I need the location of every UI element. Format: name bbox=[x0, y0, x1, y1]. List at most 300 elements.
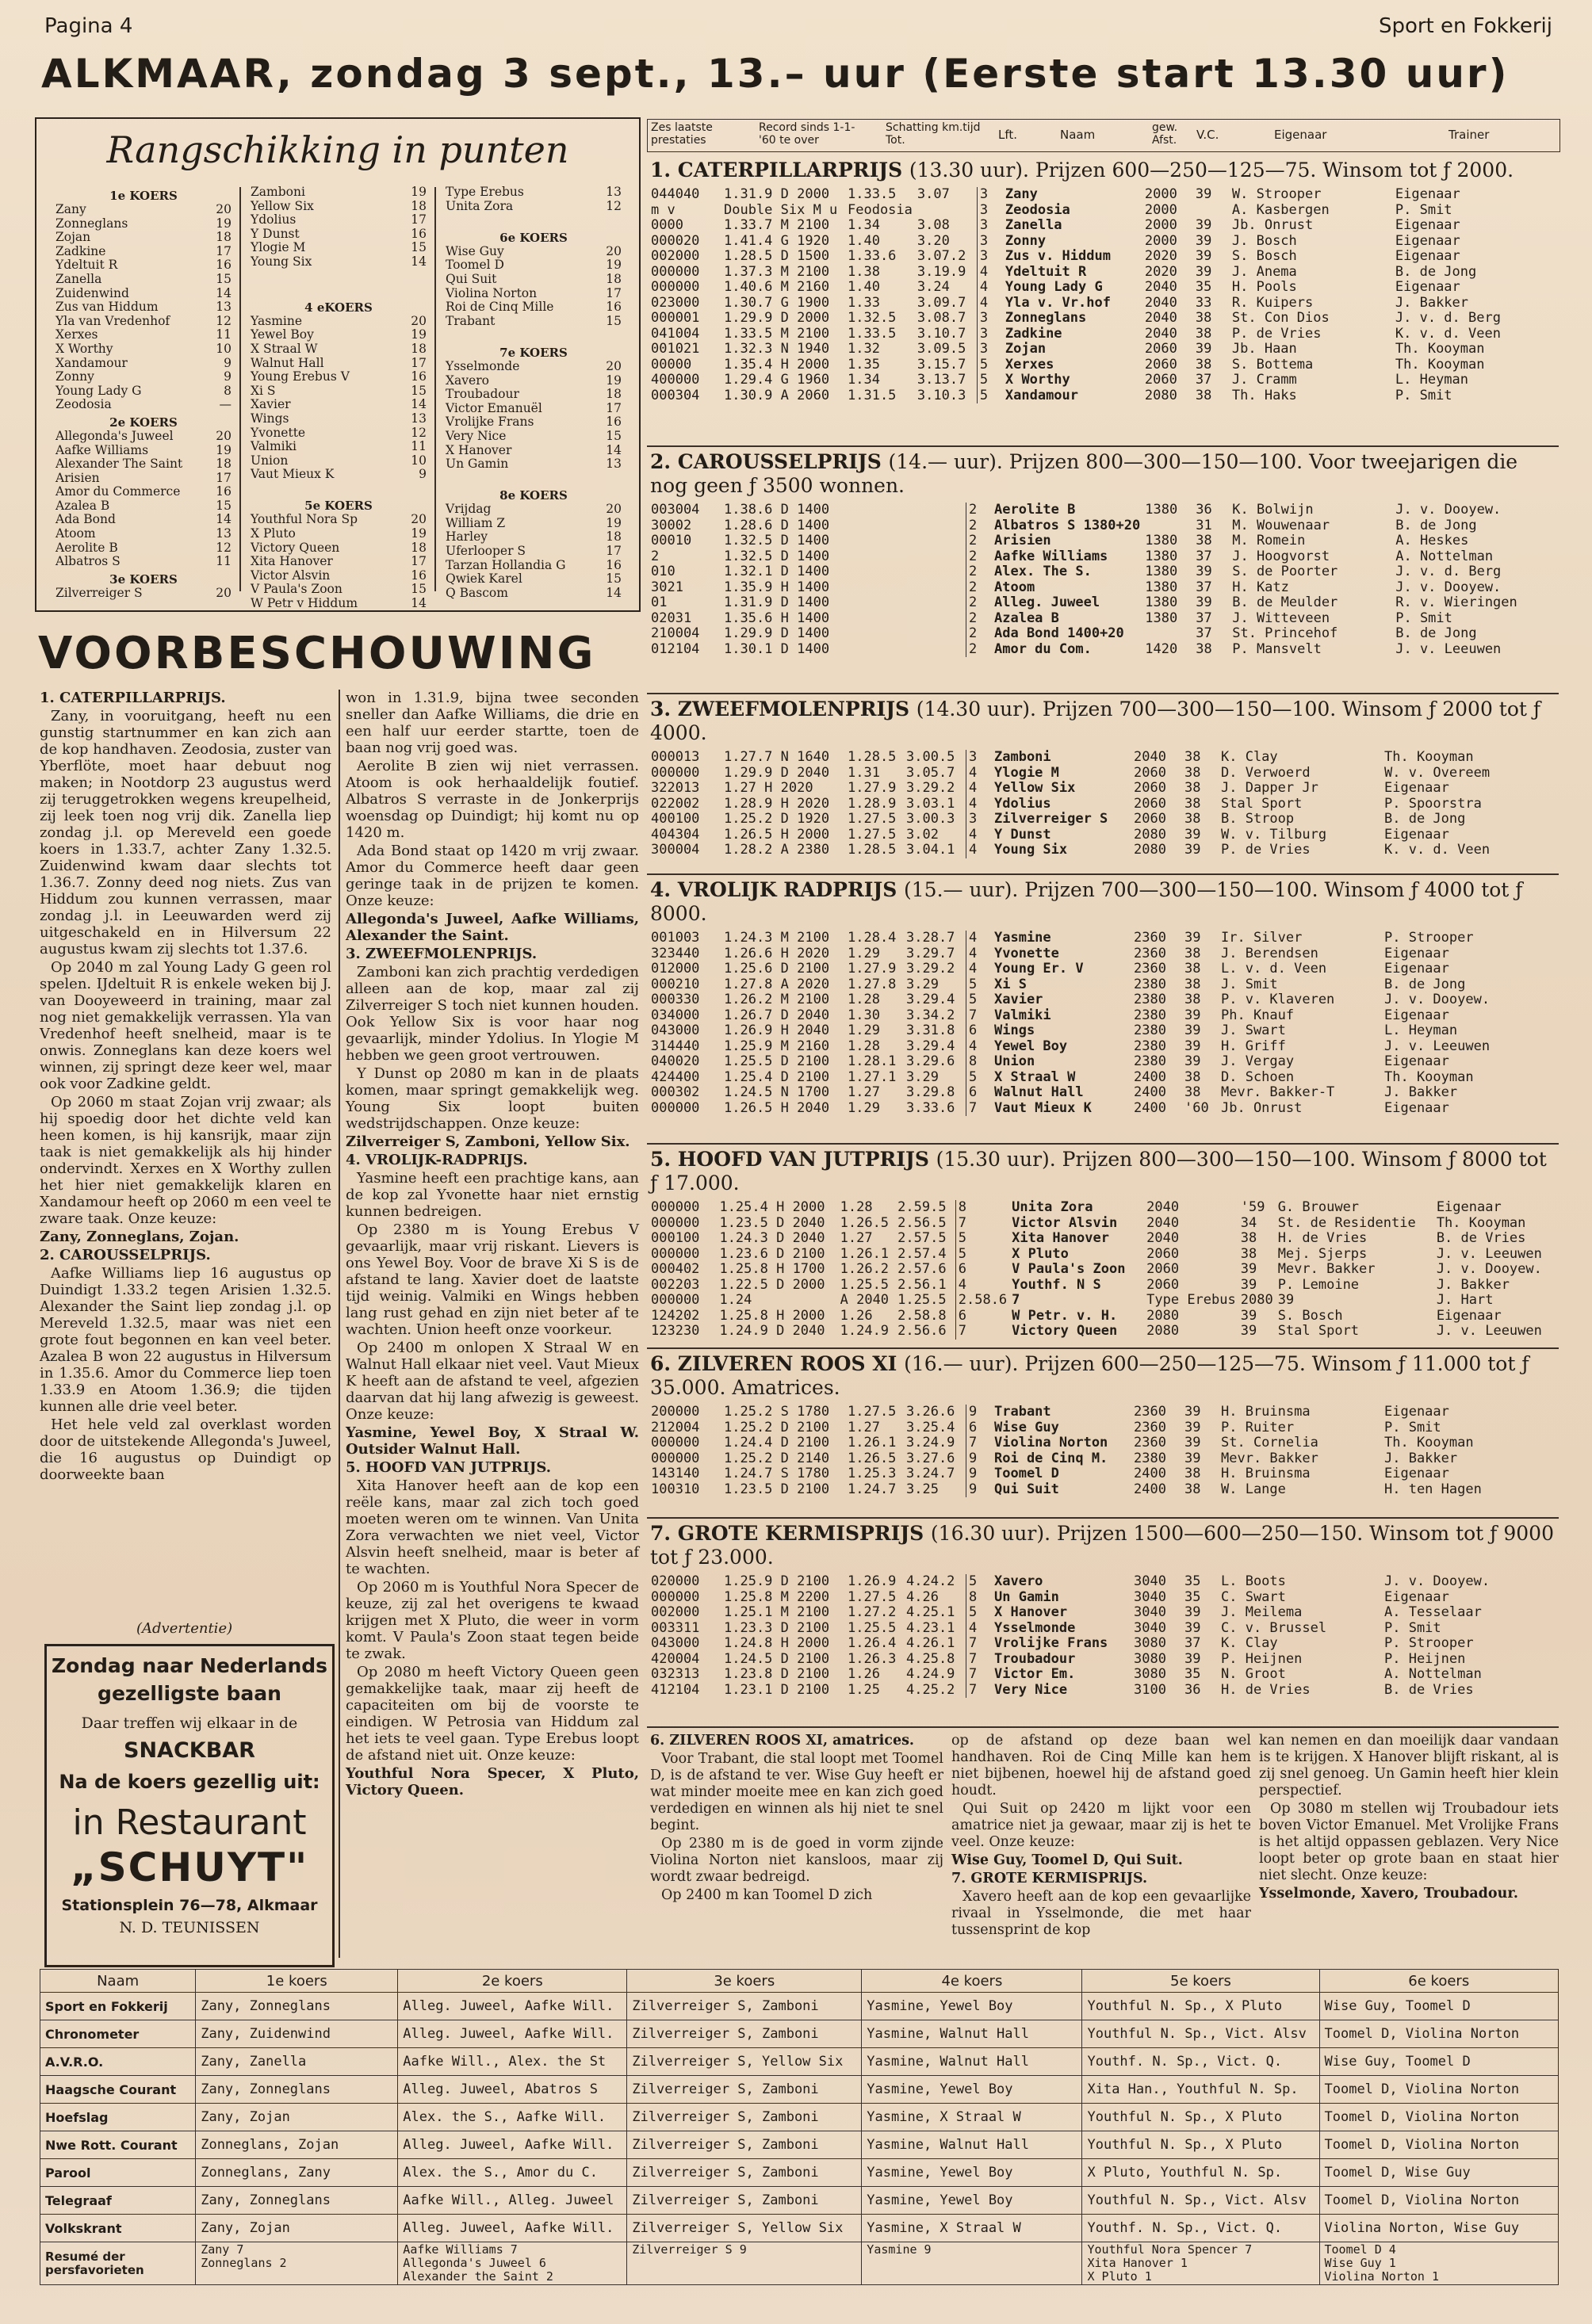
horse-name-cell: Arisien bbox=[994, 533, 1051, 549]
eigenaar-cell: Mevr. Bakker-T bbox=[1221, 1084, 1335, 1100]
record-cell: 1.38.6 D 1400 bbox=[724, 502, 830, 518]
leeftijd-cell: 3 bbox=[977, 234, 1003, 250]
record-cell: 1.25.2 S 1780 bbox=[724, 1404, 830, 1420]
prestaties-cell: 002203 bbox=[651, 1276, 700, 1293]
prestaties-cell: 000000 bbox=[651, 263, 700, 280]
horse-name-cell: Yla v. Vr.hof bbox=[1005, 294, 1111, 311]
ranking-horse: Wise Guy bbox=[446, 243, 504, 258]
schatting-cell: 1.33.5 bbox=[848, 186, 897, 202]
ad-line-8: Stationsplein 76—78, Alkmaar bbox=[61, 1897, 318, 1914]
schatting-cell: 1.27.9 bbox=[848, 961, 897, 977]
vc-cell: 37 bbox=[1184, 1635, 1201, 1651]
record-cell: Double Six M u bbox=[724, 201, 838, 218]
vc-cell: 39 bbox=[1184, 1022, 1201, 1038]
trainer-cell: Th. Kooyman bbox=[1395, 356, 1485, 373]
trainer-cell: Eigenaar bbox=[1384, 1404, 1449, 1420]
prediction-cell: Wise Guy, Toomel D bbox=[1319, 2048, 1559, 2076]
afstand-cell: 1380 bbox=[1145, 610, 1178, 626]
schatting-cell: 1.24.9 bbox=[840, 1323, 890, 1339]
th-vc: V.C. bbox=[1196, 128, 1219, 142]
afstand-cell: 2080 bbox=[1146, 1307, 1180, 1324]
preview-paragraph: Ada Bond staat op 1420 m vrij zwaar. Amor du Commerce heeft daar geen geringe taak in de prijzen te komen. Onze keuze: bbox=[346, 843, 639, 909]
race-row bbox=[649, 1200, 1592, 1216]
preview-choice: Youthful Nora Specer, X Pluto, Victory Queen. bbox=[346, 1765, 639, 1798]
ranking-horse: Young Six bbox=[251, 254, 312, 269]
trainer-cell: J. v. Leeuwen bbox=[1395, 640, 1502, 657]
trainer-cell: J. v. Leeuwen bbox=[1384, 1038, 1491, 1054]
ranking-row bbox=[55, 384, 232, 399]
eigenaar-cell: K. Clay bbox=[1221, 749, 1278, 765]
schatting-cell: 1.31 bbox=[848, 764, 880, 781]
trainer-cell: Th. Kooyman bbox=[1384, 1068, 1474, 1085]
schatting-cell bbox=[845, 642, 904, 658]
prediction-cell: Aafke Will., Alex. the St bbox=[398, 2048, 627, 2076]
prestaties-cell: 043000 bbox=[651, 1635, 700, 1651]
record-cell: 1.41.4 G 1920 bbox=[724, 232, 830, 249]
preview-paragraph: Xita Hanover heeft aan de kop een reële kans, maar zal zich toch goed moeten weren om te winnen. Van Unita Zora verwachten we niet veel, Victor Alsvin heeft snelheid, maar is beter af te wachten. bbox=[346, 1477, 639, 1577]
record-cell: 1.25.9 D 2100 bbox=[724, 1573, 830, 1589]
schatting-cell: 1.26.1 bbox=[848, 1435, 897, 1451]
ranking-box bbox=[35, 117, 641, 612]
trainer-cell: J. Bakker bbox=[1436, 1276, 1510, 1293]
vc-cell: 38 bbox=[1195, 310, 1212, 326]
ranking-horse: Zany bbox=[55, 202, 86, 216]
record-cell: 1.24.5 N 1700 bbox=[724, 1084, 830, 1100]
ranking-row bbox=[55, 444, 232, 458]
afstand-cell: 2360 bbox=[1134, 961, 1166, 977]
ranking-horse: Ada Bond bbox=[55, 512, 116, 527]
prediction-cell: Wise Guy, Toomel D bbox=[1319, 1993, 1559, 2020]
trainer-cell: L. Heyman bbox=[1395, 372, 1469, 388]
totaal-cell: 2.56.1 bbox=[897, 1276, 947, 1293]
totaal-cell bbox=[904, 580, 966, 596]
summary-entry: Toomel D 4 bbox=[1324, 2242, 1396, 2257]
race-row bbox=[649, 1278, 1592, 1294]
ranking-horse: Aerolite B bbox=[55, 540, 118, 555]
vc-cell: 37 bbox=[1196, 579, 1212, 595]
newspaper-name: Nwe Rott. Courant bbox=[40, 2131, 196, 2159]
summary-entry: Wise Guy 1 bbox=[1324, 2256, 1396, 2270]
trainer-cell: Eigenaar bbox=[1384, 826, 1449, 843]
prestaties-cell: 023000 bbox=[651, 294, 700, 311]
eigenaar-cell: J. Witteveen bbox=[1232, 610, 1330, 626]
preview-column-1 bbox=[40, 690, 331, 1485]
race-table bbox=[649, 931, 1554, 1116]
race-row bbox=[649, 1636, 1553, 1652]
prediction-cell: Yasmine, Walnut Hall bbox=[862, 2020, 1082, 2048]
race-table bbox=[649, 750, 1554, 858]
leeftijd-cell: 4 bbox=[977, 265, 1003, 281]
leeftijd-cell: 8 bbox=[966, 1590, 993, 1606]
preview-paragraph: Op 2400 m onlopen X Straal W en Walnut Hall elkaar niet veel. Vaut Mieux K heeft aan de afstand te veel, afgezien daarvan dat hij lang afwezig is geweest. Onze keuze: bbox=[346, 1340, 639, 1423]
ranking-row bbox=[251, 454, 427, 468]
horse-name-cell: W Petr. v. H. bbox=[1012, 1307, 1118, 1324]
ranking-horse: Zanella bbox=[55, 271, 102, 286]
eigenaar-cell: J. Swart bbox=[1221, 1022, 1286, 1038]
record-cell: 1.24.9 D 2040 bbox=[719, 1323, 825, 1339]
horse-name-cell: Alex. The S. bbox=[994, 564, 1092, 579]
preview-title: VOORBESCHOUWING bbox=[38, 628, 596, 679]
preview-paragraph: Op 2380 m is Young Erebus V gevaarlijk, maar vrij riskant. Lievers is ons Yewel Boy. Voor de brave Xi S is de afstand te lang. Xavier doet de laatste tijd weinig. Valmiki en Wings hebben lang rust gehad en zijn niet beter af te wachten. Union heeft onze voorkeur. bbox=[346, 1221, 639, 1338]
schatting-cell: 1.24.7 bbox=[848, 1481, 897, 1497]
publication-name: Sport en Fokkerij bbox=[1378, 14, 1552, 38]
eigenaar-cell: C. Swart bbox=[1221, 1588, 1286, 1605]
vc-cell: 38 bbox=[1184, 780, 1201, 796]
schatting-cell bbox=[845, 580, 904, 596]
race-divider bbox=[647, 1347, 1559, 1349]
schatting-cell bbox=[845, 611, 904, 627]
eigenaar-cell: B. Stroop bbox=[1221, 811, 1295, 827]
afstand-cell: 2040 bbox=[1144, 294, 1177, 311]
leeftijd-cell: 5 bbox=[955, 1231, 1009, 1247]
record-cell: 1.29.9 D 1400 bbox=[724, 625, 830, 641]
prestaties-cell: 040020 bbox=[651, 1053, 700, 1069]
schatting-cell bbox=[845, 626, 904, 642]
prediction-cell: Toomel D, Violina Norton bbox=[1319, 2076, 1559, 2104]
leeftijd-cell: 6 bbox=[966, 1085, 993, 1101]
leeftijd-cell: 4 bbox=[977, 280, 1003, 296]
eigenaar-cell: J. Dapper Jr bbox=[1221, 780, 1318, 796]
trainer-cell: A. Heskes bbox=[1395, 533, 1469, 549]
summary-cell bbox=[1319, 2242, 1559, 2285]
eigenaar-cell: M. Romein bbox=[1232, 533, 1306, 549]
preview-paragraph: Op 2400 m kan Toomel D zich bbox=[661, 1887, 873, 1903]
ranking-points: 19 bbox=[411, 185, 427, 199]
ranking-row bbox=[55, 457, 232, 472]
schatting-cell: 1.32.5 bbox=[848, 310, 897, 326]
record-cell: 1.25.4 H 2000 bbox=[719, 1199, 825, 1215]
leeftijd-cell: 5 bbox=[966, 977, 993, 993]
ranking-points: 16 bbox=[411, 568, 427, 583]
race-row bbox=[649, 327, 1564, 342]
record-cell: 1.30.9 A 2060 bbox=[724, 387, 830, 403]
horse-name-cell: Trabant bbox=[994, 1404, 1051, 1420]
race-row bbox=[649, 992, 1553, 1008]
leeftijd-cell: 3 bbox=[977, 311, 1003, 327]
race-row bbox=[649, 1039, 1553, 1055]
horse-name-cell: Zamboni bbox=[994, 749, 1051, 765]
race-row bbox=[649, 187, 1564, 203]
ranking-row bbox=[446, 517, 622, 531]
schatting-cell: 1.26.3 bbox=[848, 1650, 897, 1667]
ranking-row bbox=[55, 217, 232, 231]
ranking-points: 20 bbox=[411, 512, 427, 527]
summary-entry: Xita Hanover 1 bbox=[1087, 2256, 1188, 2270]
trainer-cell: Eigenaar bbox=[1395, 232, 1460, 249]
race-row bbox=[649, 766, 1553, 782]
ranking-horse: Roi de Cinq Mille bbox=[446, 300, 554, 315]
prestaties-cell: 000000 bbox=[651, 279, 700, 295]
ranking-row bbox=[55, 499, 232, 514]
leeftijd-cell: 9 bbox=[966, 1482, 993, 1498]
trainer-cell: J. v. Dooyew. bbox=[1395, 502, 1502, 518]
horse-name-cell: Victor Alsvin bbox=[1012, 1214, 1118, 1231]
ranking-points: 18 bbox=[216, 230, 232, 245]
ranking-points: 15 bbox=[606, 428, 622, 443]
race-table bbox=[649, 503, 1565, 657]
ranking-points: 16 bbox=[606, 415, 622, 430]
trainer-cell: Eigenaar bbox=[1395, 186, 1460, 202]
race-row bbox=[649, 280, 1564, 296]
totaal-cell: 3.24.9 bbox=[906, 1435, 955, 1451]
prediction-cell: Youthf. N. Sp., Vict. Q. bbox=[1082, 2215, 1319, 2242]
prestaties-cell: 000304 bbox=[651, 387, 700, 403]
ranking-horse: Amor du Commerce bbox=[55, 484, 181, 499]
ranking-row bbox=[251, 426, 427, 441]
horse-name-cell: Albatros S 1380+20 bbox=[994, 517, 1141, 533]
vc-cell: 39 bbox=[1195, 186, 1212, 202]
vc-cell: 37 bbox=[1196, 625, 1212, 641]
race-row bbox=[649, 580, 1564, 596]
vc-cell: 34 bbox=[1240, 1214, 1257, 1231]
prediction-cell: Zany, Zonneglans bbox=[196, 2076, 398, 2104]
schatting-cell: 1.28.4 bbox=[848, 930, 897, 946]
trainer-cell: J. v. Leeuwen bbox=[1436, 1323, 1542, 1339]
ranking-column bbox=[251, 185, 427, 611]
trainer-cell: P. Spoorstra bbox=[1384, 795, 1482, 812]
ranking-horse: Ylogie M bbox=[251, 240, 306, 255]
totaal-cell bbox=[904, 564, 966, 580]
eigenaar-cell: St. Cornelia bbox=[1221, 1435, 1318, 1451]
ranking-points: 13 bbox=[216, 526, 232, 541]
race-row bbox=[649, 843, 1553, 858]
totaal-cell: 3.29.8 bbox=[906, 1084, 955, 1100]
ranking-row bbox=[446, 444, 622, 458]
race-name: 7. GROTE KERMISPRIJS bbox=[650, 1522, 931, 1545]
leeftijd-cell: 4 bbox=[966, 931, 993, 946]
ranking-points: 13 bbox=[606, 185, 622, 199]
race-divider bbox=[647, 873, 1559, 875]
totaal-cell: 3.10.7 bbox=[917, 325, 966, 342]
ranking-horse: Aafke Williams bbox=[55, 442, 149, 457]
race-row bbox=[649, 750, 1553, 766]
schatting-cell: 1.33.6 bbox=[848, 248, 897, 264]
horse-name-cell: Unita Zora bbox=[1012, 1199, 1093, 1215]
horse-name-cell: X Pluto bbox=[1012, 1245, 1069, 1262]
vc-cell: 37 bbox=[1195, 372, 1212, 388]
eigenaar-cell: J. Vergay bbox=[1221, 1053, 1295, 1069]
newspaper-name: Hoefslag bbox=[40, 2104, 196, 2131]
totaal-cell: 2.56.6 bbox=[897, 1323, 947, 1339]
race-heading bbox=[650, 698, 1559, 745]
totaal-cell: 3.28.7 bbox=[906, 930, 955, 946]
afstand-cell bbox=[1142, 518, 1193, 534]
schatting-cell: 1.27 bbox=[840, 1230, 873, 1246]
prestaties-cell: 123230 bbox=[651, 1323, 700, 1339]
vc-cell: 38 bbox=[1184, 764, 1201, 781]
schatting-cell bbox=[845, 549, 904, 565]
record-cell: 1.29.9 D 2040 bbox=[724, 764, 830, 781]
leeftijd-cell: 3 bbox=[977, 327, 1003, 342]
afstand-cell: 2000 bbox=[1144, 186, 1177, 202]
eigenaar-cell: G. Brouwer bbox=[1277, 1199, 1360, 1215]
horse-name-cell: Aerolite B bbox=[994, 502, 1076, 518]
trainer-cell: J. Bakker bbox=[1395, 294, 1469, 311]
vc-cell: 37 bbox=[1196, 610, 1212, 626]
newspaper-name: Haagsche Courant bbox=[40, 2076, 196, 2104]
record-cell: 1.32.5 D 1400 bbox=[724, 548, 830, 564]
vc-cell: 39 bbox=[1184, 826, 1201, 843]
prestaties-cell: 124202 bbox=[651, 1307, 700, 1324]
vc-cell: 38 bbox=[1195, 356, 1212, 373]
totaal-cell: 3.33.6 bbox=[906, 1099, 955, 1116]
ranking-horse: Yasmine bbox=[251, 313, 303, 328]
horse-name-cell: Union bbox=[994, 1053, 1035, 1069]
ranking-row bbox=[446, 545, 622, 559]
schatting-cell: 1.25.5 bbox=[840, 1276, 890, 1293]
column-divider bbox=[339, 690, 340, 1958]
schatting-cell: 1.29 bbox=[848, 1022, 880, 1038]
prediction-cell: Zilverreiger S, Yellow Six bbox=[627, 2215, 862, 2242]
prestaties-cell: 000020 bbox=[651, 232, 700, 249]
ranking-row bbox=[55, 203, 232, 217]
horse-name-cell: Yvonette bbox=[994, 945, 1059, 961]
schatting-cell: 1.33 bbox=[848, 294, 880, 311]
eigenaar-cell: J. Cramm bbox=[1231, 372, 1297, 388]
ranking-row bbox=[446, 402, 622, 416]
trainer-cell: Eigenaar bbox=[1384, 1007, 1449, 1023]
prestaties-cell: 424400 bbox=[651, 1068, 700, 1085]
prestaties-cell: 0000 bbox=[651, 217, 683, 233]
prestaties-cell: 400000 bbox=[651, 372, 700, 388]
race-row bbox=[649, 564, 1564, 580]
vc-cell: 38 bbox=[1240, 1230, 1257, 1246]
prestaties-cell: 003004 bbox=[651, 502, 700, 518]
horse-name-cell: Troubadour bbox=[994, 1650, 1076, 1667]
vc-cell: 38 bbox=[1184, 811, 1201, 827]
vc-cell: 39 bbox=[1195, 232, 1212, 249]
schatting-cell bbox=[845, 518, 904, 534]
horse-name-cell: Vaut Mieux K bbox=[994, 1099, 1092, 1116]
summary-entry: Zilverreiger S 9 bbox=[632, 2242, 747, 2257]
ranking-race-heading: 8e KOERS bbox=[499, 488, 568, 503]
vc-cell: 36 bbox=[1196, 502, 1212, 518]
ranking-row bbox=[55, 398, 232, 412]
schatting-cell: A 2040 bbox=[840, 1292, 890, 1308]
ranking-horse: Trabant bbox=[446, 313, 496, 328]
prediction-cell: Zany, Zojan bbox=[196, 2104, 398, 2131]
prestaties-cell: 001003 bbox=[651, 930, 700, 946]
predictions-header-cell: 6e koers bbox=[1319, 1970, 1559, 1993]
ranking-points: 9 bbox=[224, 355, 232, 370]
ranking-horse: Zadkine bbox=[55, 243, 106, 258]
ranking-horse: Troubadour bbox=[446, 387, 519, 402]
horse-name-cell: Yewel Boy bbox=[994, 1038, 1068, 1054]
horse-name-cell: Xi S bbox=[994, 976, 1027, 992]
totaal-cell: 3.03.1 bbox=[906, 795, 955, 812]
prestaties-cell: 012000 bbox=[651, 961, 700, 977]
ranking-row bbox=[251, 513, 427, 527]
race-heading bbox=[650, 450, 1559, 498]
record-cell: 1.31.9 D 2000 bbox=[724, 186, 830, 202]
prestaties-cell: 314440 bbox=[651, 1038, 700, 1054]
totaal-cell: 3.19.9 bbox=[917, 263, 966, 280]
schatting-cell: 1.27.5 bbox=[848, 1404, 897, 1420]
ranking-points: 20 bbox=[606, 502, 622, 517]
leeftijd-cell: 3 bbox=[977, 249, 1003, 265]
prediction-cell: Violina Norton, Wise Guy bbox=[1319, 2215, 1559, 2242]
race-row bbox=[649, 1435, 1553, 1451]
summary-entry: Zany 7 bbox=[201, 2242, 244, 2257]
ranking-row bbox=[55, 315, 232, 329]
eigenaar-cell: W. Lange bbox=[1221, 1481, 1286, 1497]
horse-name-cell: Victor Em. bbox=[994, 1666, 1076, 1682]
preview-paragraph: Voor Trabant, die stal loopt met Toomel D, is de afstand te ver. Wise Guy heeft er wat minder moeite mee en kan zich goed verdedigen en winnen als hij niet te snel begint. bbox=[650, 1751, 943, 1833]
vc-cell: 39 bbox=[1240, 1276, 1257, 1293]
vc-cell: 38 bbox=[1196, 640, 1212, 657]
ranking-horse: X Worthy bbox=[55, 341, 113, 356]
race-info: (16.30 uur). Prijzen 1500—600—250—150. Winsom tot ƒ 9000 tot ƒ 23.000. bbox=[650, 1522, 1554, 1569]
record-cell: 1.25.8 M 2200 bbox=[724, 1588, 830, 1605]
prediction-cell: Yasmine, Yewel Boy bbox=[862, 2159, 1082, 2187]
afstand-cell: 2040 bbox=[1144, 279, 1177, 295]
ranking-points: 18 bbox=[411, 540, 427, 555]
leeftijd-cell: 6 bbox=[955, 1262, 1009, 1278]
schatting-cell: 1.29 bbox=[848, 1099, 880, 1116]
leeftijd-cell: 3 bbox=[977, 342, 1003, 357]
ranking-row bbox=[446, 185, 622, 200]
prestaties-cell: 00010 bbox=[651, 533, 692, 549]
ranking-horse: Qui Suit bbox=[446, 271, 497, 286]
ranking-row bbox=[251, 468, 427, 482]
record-cell: 1.26.5 H 2000 bbox=[724, 826, 830, 843]
ranking-horse: Unita Zora bbox=[446, 198, 514, 213]
afstand-cell: 2360 bbox=[1134, 930, 1166, 946]
trainer-cell: Th. Kooyman bbox=[1384, 1435, 1474, 1451]
totaal-cell bbox=[904, 626, 966, 642]
leeftijd-cell: 2 bbox=[966, 642, 993, 658]
prestaties-cell: 003311 bbox=[651, 1619, 700, 1636]
summary-entry: X Pluto 1 bbox=[1087, 2269, 1152, 2284]
record-cell: 1.25.8 H 2000 bbox=[719, 1307, 825, 1324]
horse-name-cell: X Worthy bbox=[1005, 372, 1070, 388]
prediction-cell: Toomel D, Violina Norton bbox=[1319, 2020, 1559, 2048]
th-prestaties: Zes laatste prestaties bbox=[651, 121, 713, 147]
race-row bbox=[649, 1085, 1553, 1101]
trainer-cell: H. ten Hagen bbox=[1384, 1481, 1482, 1497]
horse-name-cell: Valmiki bbox=[994, 1007, 1051, 1023]
leeftijd-cell: 7 bbox=[966, 1667, 993, 1683]
race-table bbox=[649, 1574, 1554, 1698]
trainer-cell: J. v. d. Berg bbox=[1395, 564, 1502, 579]
schatting-cell: 1.26.4 bbox=[848, 1635, 897, 1651]
preview-paragraph: Op 2380 m is de goed in vorm zijnde Violina Norton niet kansloos, maar zij wordt zwaar bedreigd. bbox=[650, 1836, 943, 1885]
vc-cell: 35 bbox=[1195, 279, 1212, 295]
predictions-row bbox=[40, 2215, 1559, 2242]
vc-cell: 37 bbox=[1196, 548, 1212, 564]
afstand-cell: 3100 bbox=[1134, 1681, 1166, 1698]
ranking-horse: Xavero bbox=[446, 373, 489, 388]
ranking-row bbox=[251, 412, 427, 426]
vc-cell: 39 bbox=[1240, 1323, 1257, 1339]
totaal-cell: 3.15.7 bbox=[917, 356, 966, 373]
prestaties-cell: 322013 bbox=[651, 780, 700, 796]
predictions-row bbox=[40, 2020, 1559, 2048]
ranking-horse: Arisien bbox=[55, 470, 100, 485]
ranking-row bbox=[446, 530, 622, 545]
record-cell: 1.24 bbox=[719, 1292, 752, 1308]
ranking-row bbox=[251, 328, 427, 342]
race-name: 6. ZILVEREN ROOS XI bbox=[650, 1352, 905, 1375]
predictions-row bbox=[40, 2159, 1559, 2187]
trainer-cell: J. v. Leeuwen bbox=[1436, 1245, 1542, 1262]
leeftijd-cell: 5 bbox=[966, 1070, 993, 1086]
leeftijd-cell: 2 bbox=[966, 518, 993, 534]
schatting-cell: 1.26.1 bbox=[840, 1245, 890, 1262]
totaal-cell: 3.09.7 bbox=[917, 294, 966, 311]
trainer-cell: J. v. d. Berg bbox=[1395, 310, 1501, 326]
ranking-row bbox=[251, 527, 427, 541]
